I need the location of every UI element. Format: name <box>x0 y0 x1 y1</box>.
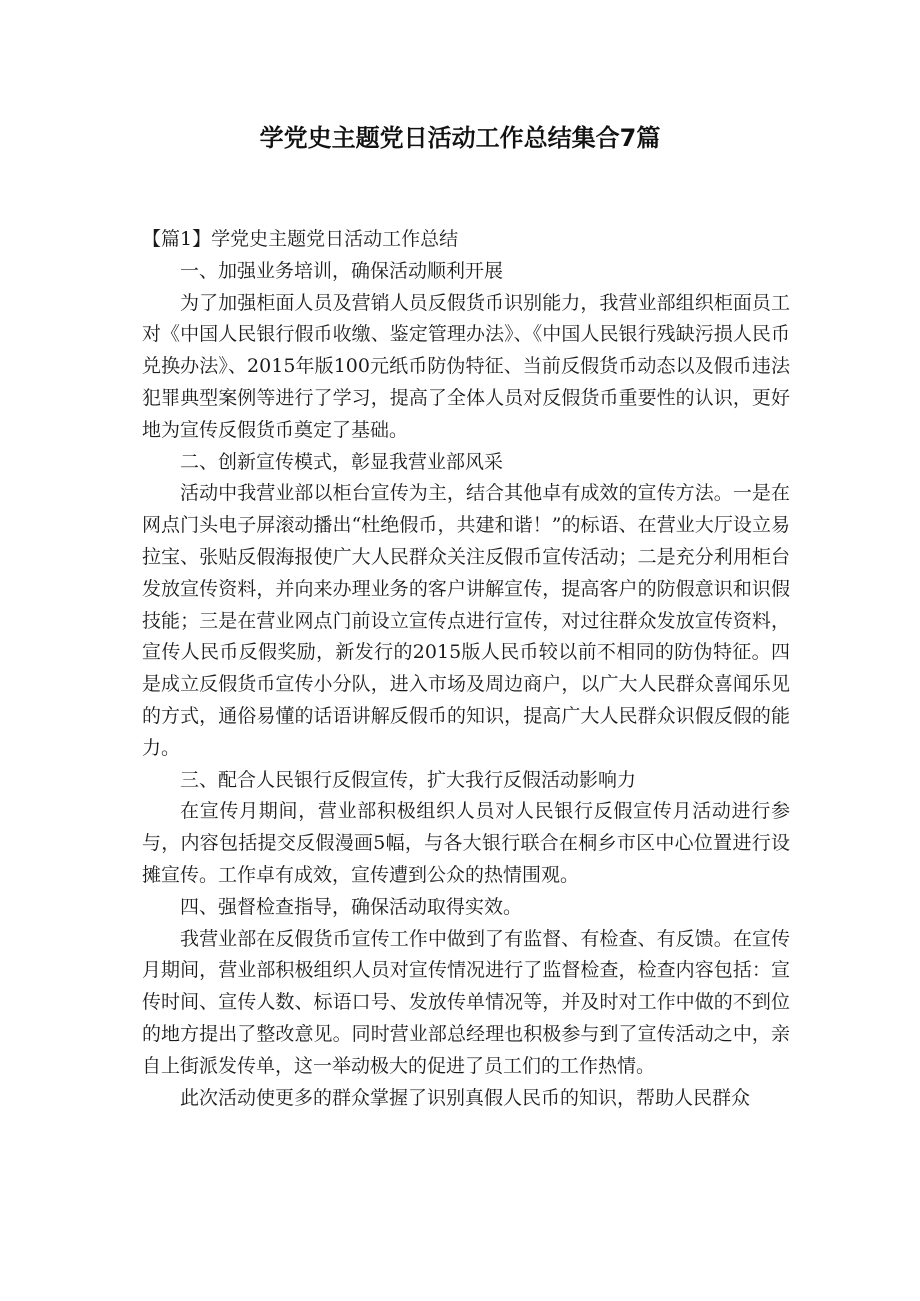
section-heading: 【篇1】学党史主题党日活动工作总结 <box>142 228 459 250</box>
paragraph: 此次活动使更多的群众掌握了识别真假人民币的知识，帮助人民群众 <box>180 1086 751 1109</box>
paragraph: 我营业部在反假货币宣传工作中做到了有监督、有检查、有反馈。在宣传月期间，营业部积极组织人员对宣传情况进行了监督检查，检查内容包括：宣传时间、宣传人数、标语口号、发放传单情况等，并及时对工作中做的不到位的地方提出了整改意见。同时营业部总经理也积极参与到了宣传活动之中，亲自上街派发传单，这一举动极大的促进了员工们的工作热情。 <box>142 927 790 1077</box>
subheading: 一、加强业务培训，确保活动顺利开展 <box>180 259 504 282</box>
paragraph: 活动中我营业部以柜台宣传为主，结合其他卓有成效的宣传方法。一是在网点门头电子屏滚动播出“杜绝假币，共建和谐！”的标语、在营业大厅设立易拉宝、张贴反假海报使广大人民群众关注反假币宣传活动；二是充分利用柜台发放宣传资料，并向来办理业务的客户讲解宣传，提高客户的防假意识和识假技能；三是在营业网点门前设立宣传点进行宣传，对过往群众发放宣传资料，宣传人民币反假奖励，新发行的2015版人民币较以前不相同的防伪特征。四是成立反假货币宣传小分队，进入市场及周边商户，以广大人民群众喜闻乐见的方式，通俗易懂的话语讲解反假币的知识，提高广大人民群众识假反假的能力。 <box>142 482 790 759</box>
paragraph: 为了加强柜面人员及营销人员反假货币识别能力，我营业部组织柜面员工对《中国人民银行假币收缴、鉴定管理办法》、《中国人民银行残缺污损人民币兑换办法》、2015年版100元纸币防伪特征、当前反假货币动态以及假币违法犯罪典型案例等进行了学习，提高了全体人员对反假货币重要性的认识，更好地为宣传反假货币奠定了基础。 <box>142 291 790 441</box>
document-title: 学党史主题党日活动工作总结集合7篇 <box>259 124 661 152</box>
subheading: 二、创新宣传模式，彰显我营业部风采 <box>180 450 504 473</box>
subheading: 四、强督检查指导，确保活动取得实效。 <box>180 895 523 918</box>
paragraph: 在宣传月期间，营业部积极组织人员对人民银行反假宣传月活动进行参与，内容包括提交反假漫画5幅，与各大银行联合在桐乡市区中心位置进行设摊宣传。工作卓有成效，宣传遭到公众的热情围观。 <box>142 800 790 886</box>
document-body <box>142 224 790 1114</box>
subheading: 三、配合人民银行反假宣传，扩大我行反假活动影响力 <box>180 768 637 791</box>
